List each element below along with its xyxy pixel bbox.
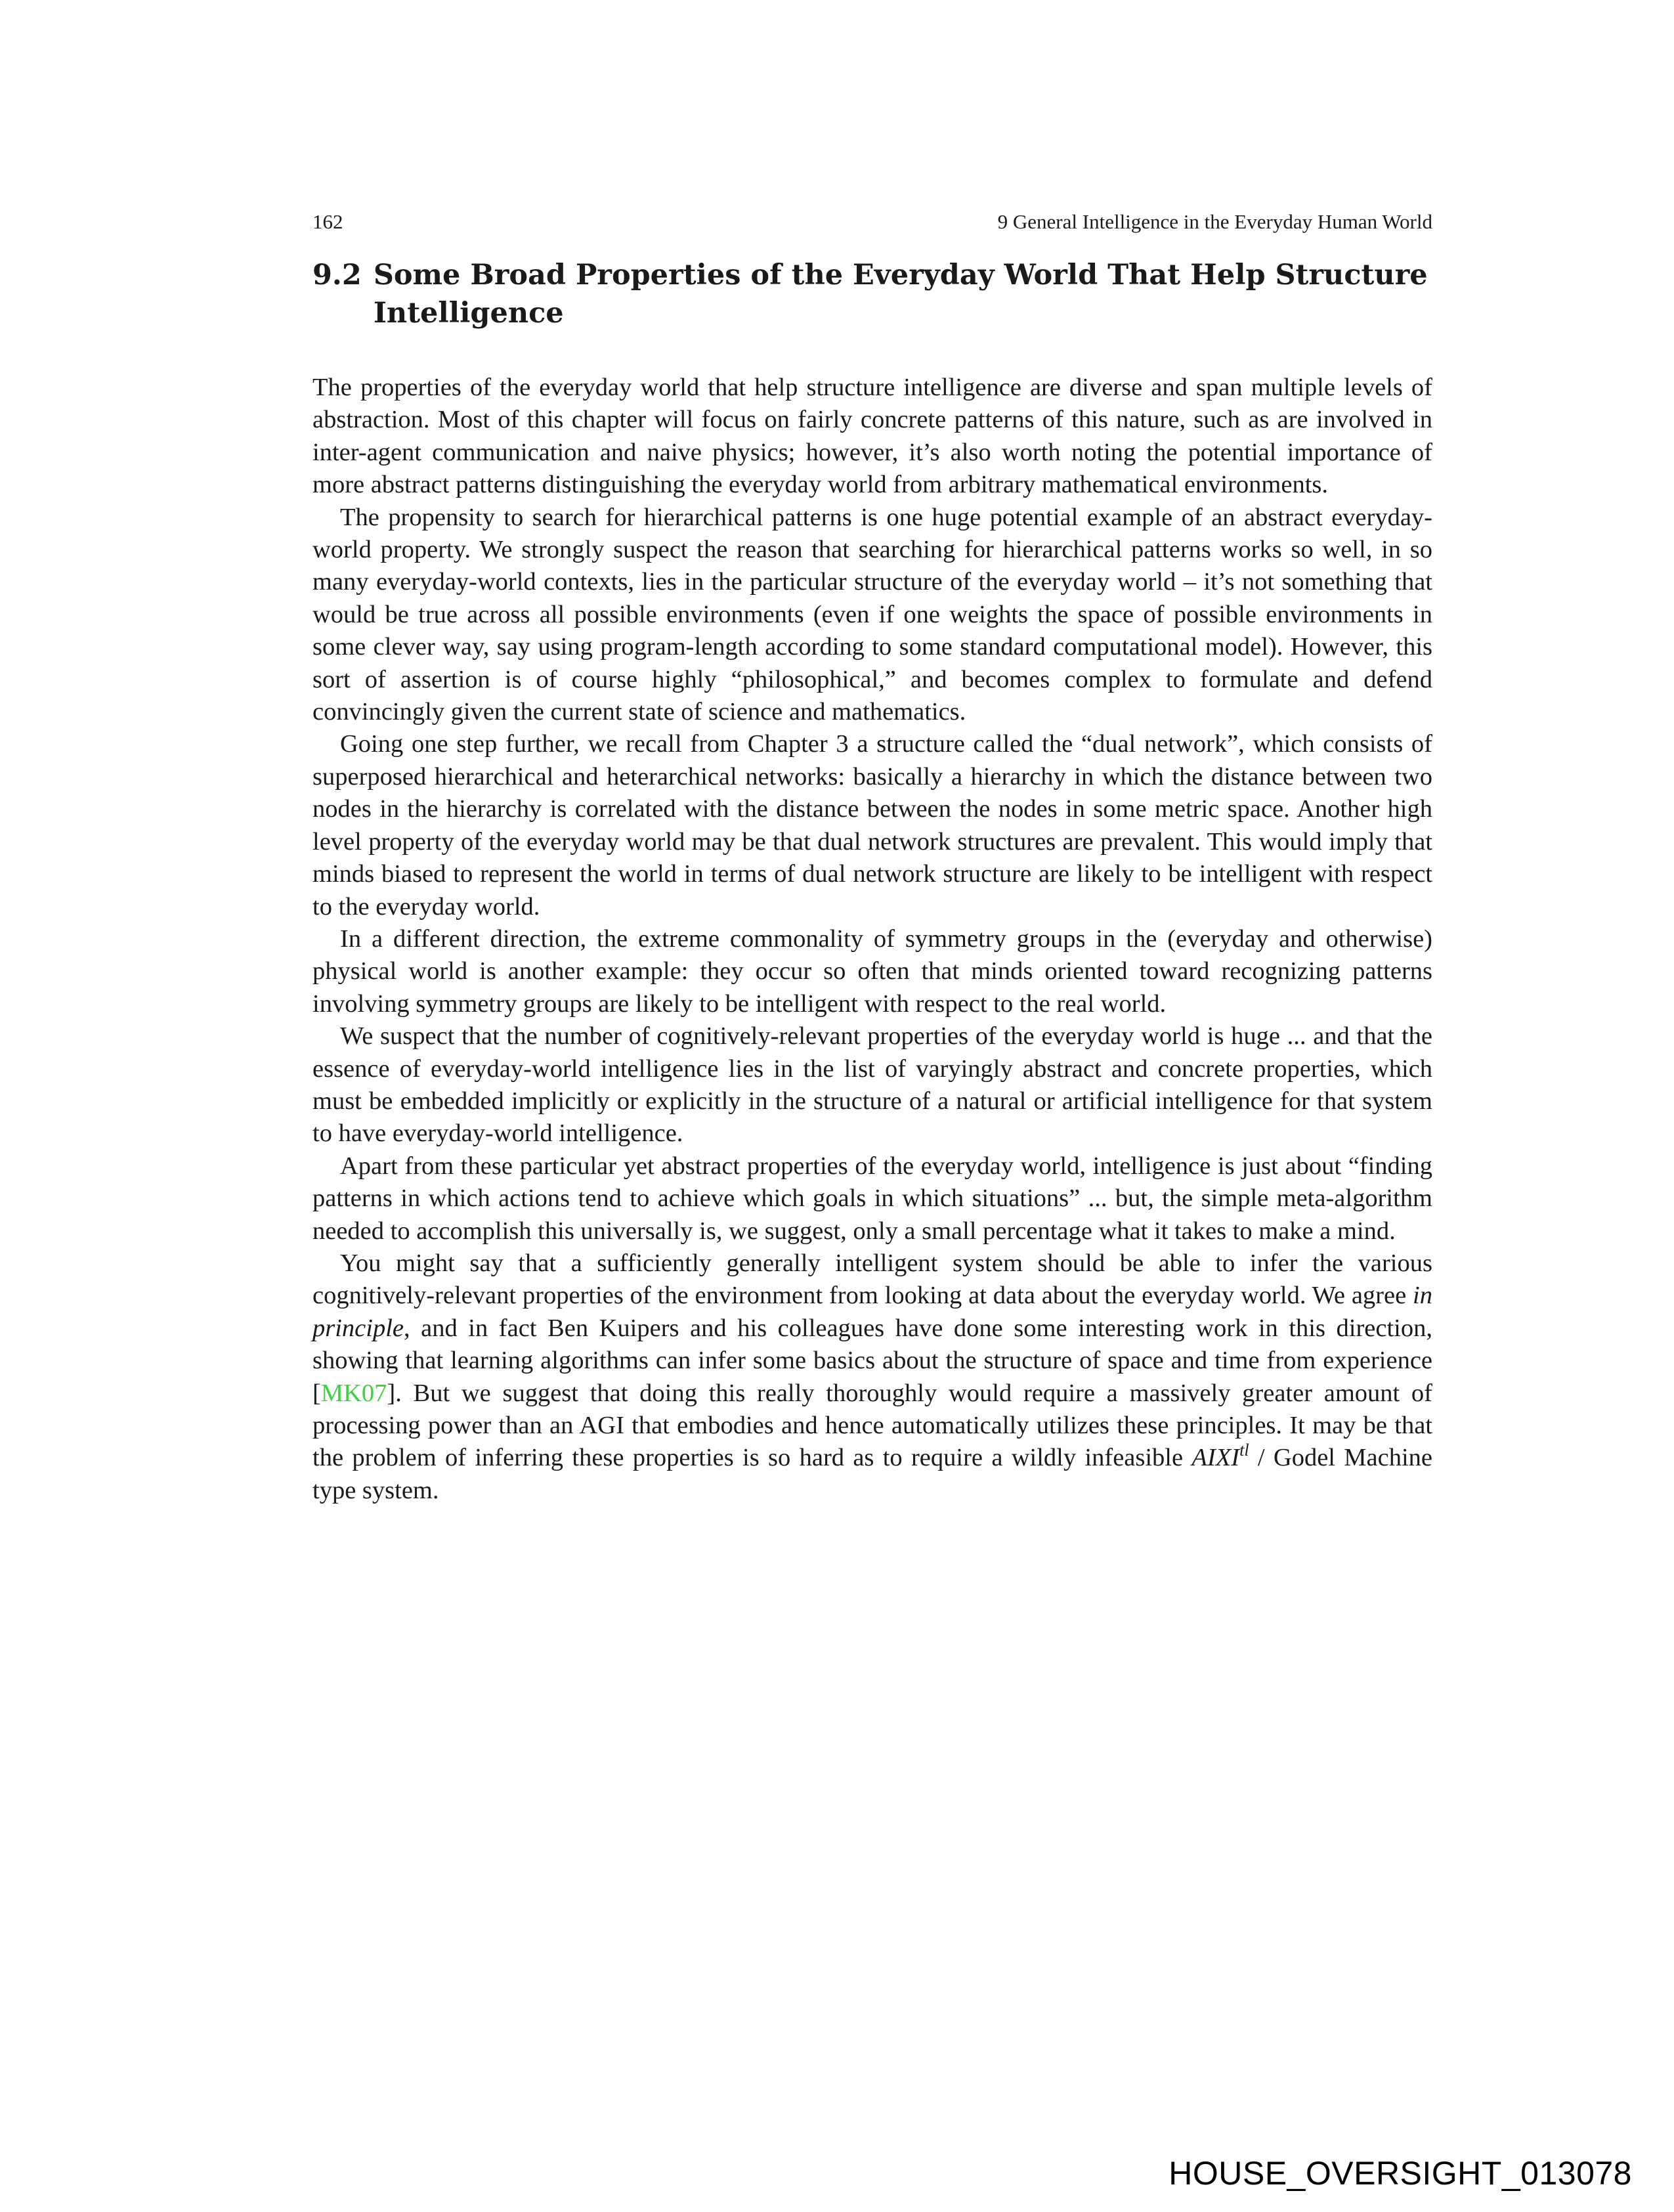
citation-link-mk07[interactable]: MK07 (320, 1379, 387, 1407)
paragraph-3: Going one step further, we recall from Chapter 3 a structure called the “dual network”, which consists of superposed hierarchical and heterarchical networks: basically a hierarchy in which the distance between two nodes in the hierarchy is correlated with the distance between the nodes in some metric space. Another high level property of the everyday world may be that dual network structures are prevalent. This would imply that minds biased to represent the world in terms of dual network structure are likely to be intelligent with respect to the everyday world. (312, 730, 1432, 921)
paragraph-6: Apart from these particular yet abstract properties of the everyday world, intelligence is just about “finding patterns in which actions tend to achieve which goals in which situations” ... but, the simple meta-algorithm needed to accomplish this universally is, we suggest, only a small percentage what it takes to make a mind. (312, 1152, 1432, 1245)
paragraph-7-part-1: You might say that a sufficiently generally intelligent system should be able to infer the various cognitively-relevant properties of the environment from looking at data about the everyday world. We agree (312, 1249, 1432, 1310)
math-aixi-tl (1191, 1441, 1249, 1472)
section-number: 9.2 (312, 259, 362, 292)
section-title: Some Broad Properties of the Everyday World That Help Structure Intelligence (373, 259, 1428, 330)
paragraph-1: The properties of the everyday world that help structure intelligence are diverse and span multiple levels of abstraction. Most of this chapter will focus on fairly concrete patterns of this nature, such as are involved in inter-agent communication and naive physics; however, it’s also worth noting the potential importance of more abstract patterns distinguishing the everyday world from arbitrary mathematical environments. (312, 374, 1432, 499)
emphasis-in-principle: in principle (312, 1282, 1432, 1342)
paragraph-5: We suspect that the number of cognitively-relevant properties of the everyday world is huge ... and that the essence of everyday-world intelligence lies in the list of varyingly abstract and concrete properties, which must be embedded implicitly or explicitly in the structure of a natural or artificial intelligence for that system to have everyday-world intelligence. (312, 1022, 1432, 1148)
paragraph-7 (312, 1247, 1432, 1507)
section-heading (312, 256, 1432, 332)
page-number: 162 (312, 210, 343, 233)
paragraph-7-part-4: / Godel Machine type system. (312, 1444, 1432, 1504)
paragraph-7-part-2: , and in fact Ben Kuipers and his colleagues have done some interesting work in this direction, showing that learning algorithms can infer some basics about the structure of space and time from experience [ (312, 1314, 1432, 1407)
body-text (312, 372, 1432, 1507)
bates-stamp: HOUSE_OVERSIGHT_013078 (1169, 2155, 1632, 2192)
chapter-title: 9 General Intelligence in the Everyday Human World (997, 210, 1432, 233)
math-base: AIXI (1191, 1444, 1240, 1472)
paragraph-4: In a different direction, the extreme commonality of symmetry groups in the (everyday and otherwise) physical world is another example: they occur so often that minds oriented toward recognizing patterns involving symmetry groups are likely to be intelligent with respect to the real world. (312, 924, 1432, 1018)
paragraph-2: The propensity to search for hierarchical patterns is one huge potential example of an abstract everyday-world property. We strongly suspect the reason that searching for hierarchical patterns works so well, in so many everyday-world contexts, lies in the particular structure of the everyday world – it’s not something that would be true across all possible environments (even if one weights the space of possible environments in some clever way, say using program-length according to some standard computational model). However, this sort of assertion is of course highly “philosophical,” and becomes complex to formulate and defend convincingly given the current state of science and mathematics. (312, 503, 1432, 726)
paragraph-7-part-3: ]. But we suggest that doing this really thoroughly would require a massively greater amount of processing power than an AGI that embodies and hence automatically utilizes these principles. It may be that the problem of inferring these properties is so hard as to require a wildly infeasible (312, 1379, 1432, 1472)
running-header (312, 207, 1432, 236)
math-superscript: tl (1239, 1441, 1249, 1460)
